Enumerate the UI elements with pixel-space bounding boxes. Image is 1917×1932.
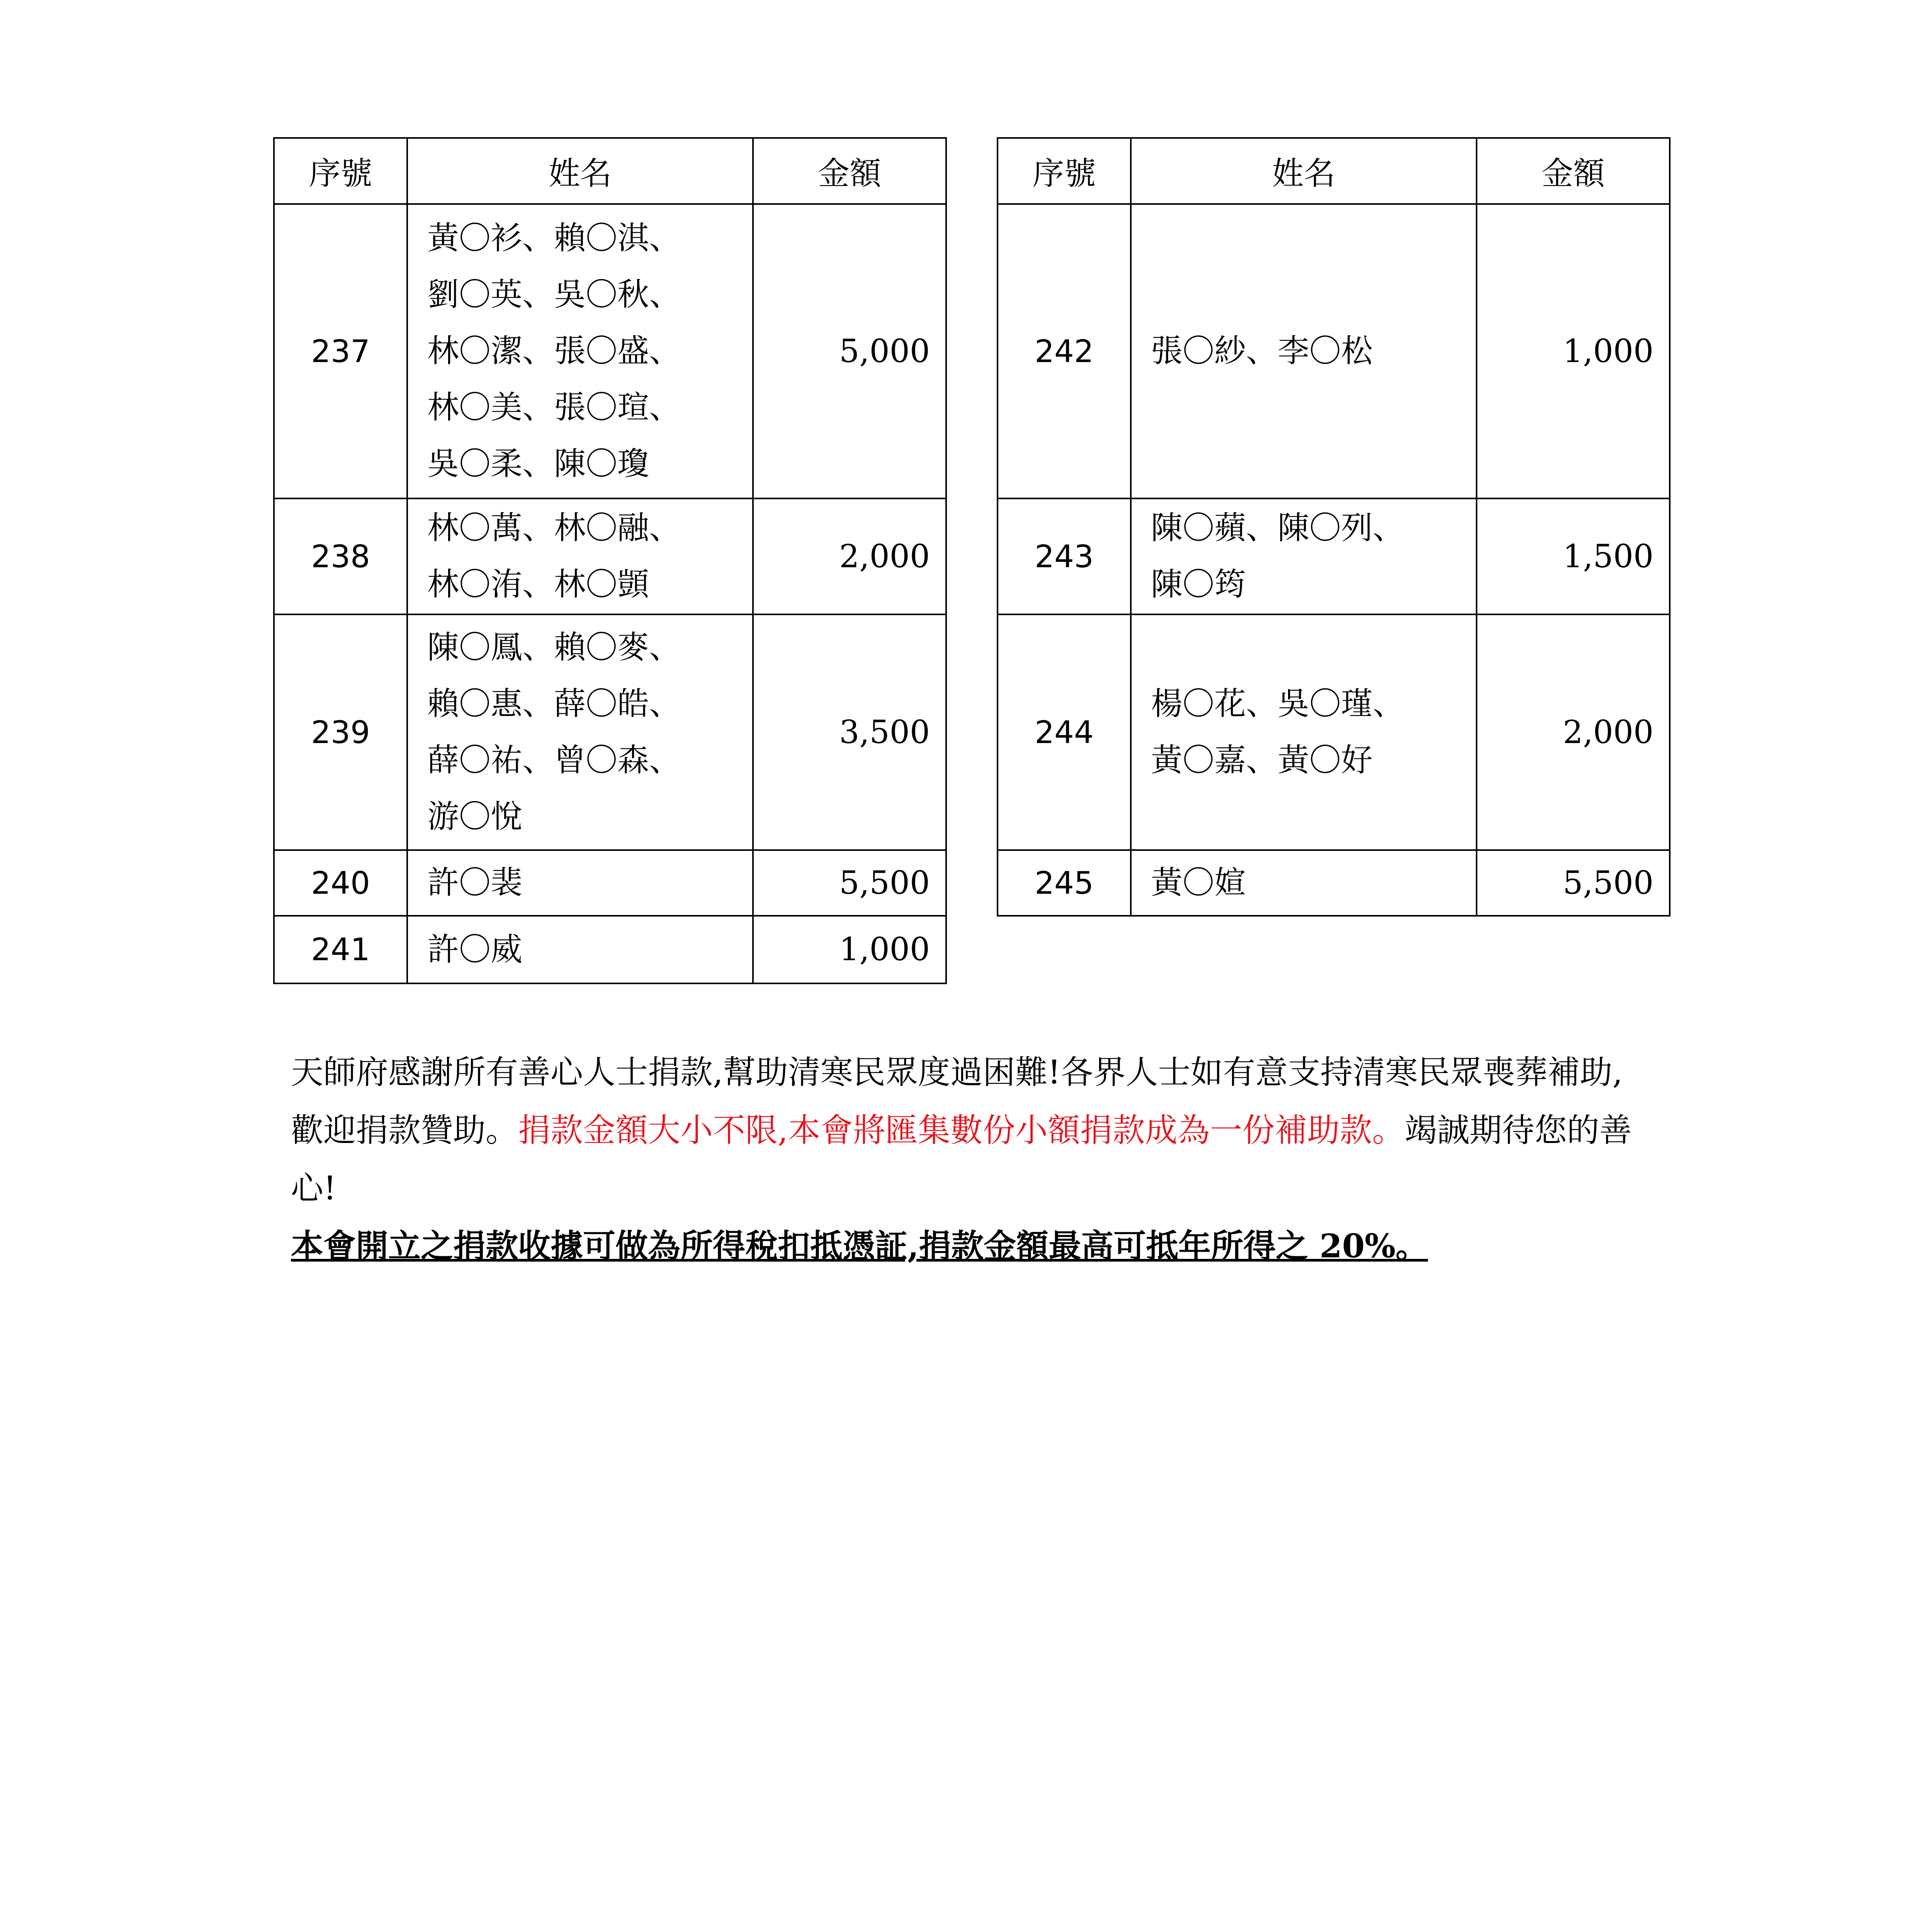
donor-names-line: 林〇潔、張〇盛、 [427, 333, 681, 369]
row-names [407, 916, 753, 983]
row-amount: 2,000 [753, 498, 946, 614]
row-names [407, 850, 753, 916]
notice-tax-deduction: 本會開立之捐款收據可做為所得稅扣抵憑証,捐款金額最高可抵年所得之 20%。 [291, 1227, 1428, 1265]
donation-table-left [273, 137, 947, 984]
donor-names-line: 林〇美、張〇瑄、 [427, 389, 681, 426]
row-amount: 2,000 [1477, 614, 1670, 850]
row-seq: 239 [274, 614, 407, 850]
notice-thanks: 天師府感謝所有善心人士捐款,幫助清寒民眾度過困難!各界人士如有意支持清寒民眾喪葬補助,歡迎捐款贊助。 [291, 1053, 1623, 1149]
row-amount: 5,000 [753, 204, 946, 498]
donor-names-line: 黃〇嘉、黃〇好 [1151, 742, 1373, 779]
table-row [998, 204, 1670, 498]
donor-names-line: 黃〇媗 [1151, 864, 1246, 901]
row-amount: 1,000 [753, 916, 946, 983]
donor-names-line: 游〇悅 [427, 798, 523, 835]
notice-closing: 竭誠期待您的善心! [291, 1111, 1632, 1207]
table-header-row [274, 138, 946, 204]
table-row [274, 850, 946, 916]
notice-receipt-line [291, 1217, 1643, 1275]
table-row [998, 614, 1670, 850]
header-name: 姓名 [407, 138, 753, 204]
table-row [998, 498, 1670, 614]
row-seq: 244 [998, 614, 1131, 850]
donor-names-line: 陳〇筠 [1151, 566, 1246, 603]
donor-names-line: 林〇洧、林〇顗 [427, 566, 649, 603]
row-names [1131, 850, 1477, 916]
row-amount: 3,500 [753, 614, 946, 850]
table-header-row [998, 138, 1670, 204]
row-names [1131, 498, 1477, 614]
row-seq: 240 [274, 850, 407, 916]
donor-names-line: 陳〇蘋、陳〇列、 [1151, 510, 1405, 546]
table-row [274, 614, 946, 850]
row-seq: 241 [274, 916, 407, 983]
notice-red-text: 捐款金額大小不限,本會將匯集數份小額捐款成為一份補助款。 [518, 1111, 1405, 1149]
header-seq: 序號 [998, 138, 1131, 204]
row-amount: 5,500 [753, 850, 946, 916]
donor-names-line: 張〇紗、李〇松 [1151, 333, 1373, 369]
donor-names-line: 劉〇英、吳〇秋、 [427, 276, 681, 313]
header-name: 姓名 [1131, 138, 1477, 204]
donor-names-line: 許〇威 [427, 931, 523, 968]
header-seq: 序號 [274, 138, 407, 204]
row-names [407, 614, 753, 850]
header-amount: 金額 [1477, 138, 1670, 204]
donor-names-line: 薛〇祐、曾〇森、 [427, 742, 681, 779]
donor-names-line: 賴〇惠、薛〇皓、 [427, 685, 681, 722]
table-row [274, 916, 946, 983]
row-names [1131, 204, 1477, 498]
row-seq: 245 [998, 850, 1131, 916]
row-names [407, 498, 753, 614]
row-seq: 242 [998, 204, 1131, 498]
donor-names-line: 陳〇鳳、賴〇麥、 [427, 629, 681, 666]
donation-notice [291, 1043, 1643, 1275]
row-amount: 5,500 [1477, 850, 1670, 916]
table-row [998, 850, 1670, 916]
donor-names-line: 楊〇花、吳〇瑾、 [1151, 685, 1405, 722]
donor-names-line: 吳〇柔、陳〇瓊 [427, 446, 649, 482]
header-amount: 金額 [753, 138, 946, 204]
row-amount: 1,000 [1477, 204, 1670, 498]
row-seq: 238 [274, 498, 407, 614]
donor-names-line: 林〇萬、林〇融、 [427, 510, 681, 546]
row-amount: 1,500 [1477, 498, 1670, 614]
table-row [274, 204, 946, 498]
donor-names-line: 許〇裴 [427, 864, 523, 901]
notice-paragraph [291, 1043, 1643, 1217]
row-seq: 243 [998, 498, 1131, 614]
table-row [274, 498, 946, 614]
row-names [407, 204, 753, 498]
row-names [1131, 614, 1477, 850]
donor-names-line: 黃〇衫、賴〇淇、 [427, 220, 681, 257]
donation-table-right [997, 137, 1671, 917]
row-seq: 237 [274, 204, 407, 498]
